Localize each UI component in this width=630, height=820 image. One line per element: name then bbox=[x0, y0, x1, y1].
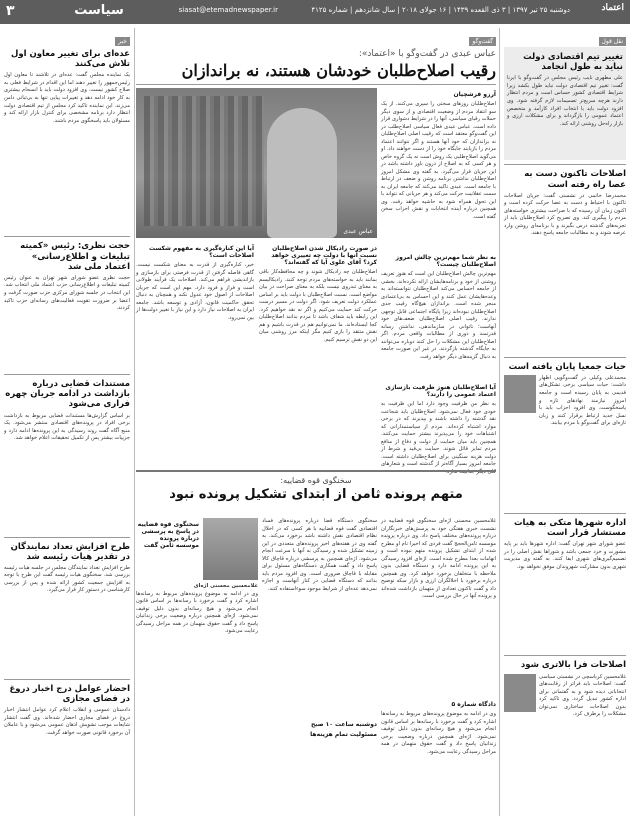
article-headline: مستندات قضایی درباره بازداشت در ادامه جریان چهره فراری می‌شود bbox=[5, 378, 130, 410]
photo-caption: غلامحسین محسنی اژه‌ای bbox=[193, 583, 258, 589]
portrait-photo bbox=[504, 375, 536, 413]
news-item bbox=[4, 241, 130, 370]
lower-article bbox=[136, 474, 496, 514]
issue-date: دوشنبه ۲۵ تیر ۱۳۹۷ | ۳ ذی القعده ۱۴۳۹ | ۱۶ جولای ۲۰۱۸ | سال شانزدهم | شماره ۴۱۲۵ bbox=[311, 6, 570, 14]
column-tag: نقل قول bbox=[599, 37, 626, 46]
person-silhouette bbox=[267, 108, 337, 238]
news-item bbox=[4, 379, 130, 533]
article-body: دادستان عمومی و انقلاب اعلام کرد عوامل انتشار اخبار دروغ در فضای مجازی احضار شده‌اند. وی گفت انتشار شایعات موجب تشویش اذهان عمومی می‌شود و با عاملان آن برخورد قانونی صورت خواهد گرفت. bbox=[4, 707, 130, 736]
article-headline: طرح افزایش تعداد نمایندگان در تقدیر هیات رئیسه شد bbox=[10, 541, 130, 562]
lower-headline: متهم پرونده ثامن از ابتدای تشکیل پرونده نبود bbox=[169, 487, 463, 502]
article-headline: اصلاحات فرا بالاتری شود bbox=[520, 660, 626, 671]
article-body: محمدعلی وکیلی در گفت‌وگویی اظهار داشت: حیات سیاسی برخی تشکل‌های قدیمی به پایان رسیده است و جامعه امروز نیازمند نهادهای تازه و پاسخگوست. وی افزود احزاب باید با نسل جدید ارتباط برقرار کنند و زبان تازه‌ای برای گفت‌وگو با مردم بیابند. bbox=[539, 374, 626, 427]
article-body: غلامحسین محسنی اژه‌ای سخنگوی قوه قضاییه در نشست خبری هفتگی خود به پرسش‌های خبرنگاران درباره پرونده‌های مختلف پاسخ داد. وی درباره پرونده موسسه ثامن‌الحجج گفت فردی که اخیرا نام او مطرح شده از ابتدای تشکیل پرونده متهم نبوده است و اتهامات بعدا مطرح شده است. اژه‌ای افزود رسیدگی به این پرونده ادامه دارد و دستگاه قضایی بدون ملاحظه با متخلفان برخورد خواهد کرد. وی همچنین درباره برخورد با اخلالگران ارزی و بازار سکه توضیح داد و گفت تاکنون تعدادی از متهمان بازداشت شده‌اند و پرونده آنها در حال بررسی است. bbox=[381, 518, 496, 600]
quote-article bbox=[504, 362, 626, 509]
quote-article bbox=[504, 47, 626, 160]
article-column-1 bbox=[381, 88, 496, 475]
byline: آرزو فرشچیان bbox=[453, 91, 496, 98]
article-headline: تغییر تیم اقتصادی دولت نباید به طول انجامد bbox=[523, 52, 623, 73]
section-title: سیاست bbox=[74, 3, 124, 18]
article-column-3 bbox=[136, 242, 254, 468]
news-item bbox=[4, 542, 130, 675]
article-body: اصلاح‌طلبان چه رادیکال شوند و چه محافظه‌کار باقی بمانند باید به خواسته‌های مردم توجه کنند. رادیکالیسم به معنای تندروی نیست بلکه به معنای صراحت در بیان مواضع است. نسبت اصلاح‌طلبان با دولت باید بر اساس عملکرد دولت تعریف شود. اگر دولت در مسیر درست حرکت کند حمایت می‌کنیم و اگر نه نقد خواهیم کرد. این رابطه باید شفاف باشد تا مردم بدانند اصلاح‌طلبان کجا ایستاده‌اند. ما نمی‌توانیم هم در قدرت باشیم و هم نقش منتقد را بازی کنیم مگر اینکه مرز روشنی میان این دو نقش ترسیم کنیم. bbox=[259, 269, 377, 343]
article-body: بر اساس گزارش‌ها مستندات قضایی مربوط به بازداشت برخی افراد در پرونده‌های اقتصادی منتشر می‌شود. یک منبع آگاه گفت روند رسیدگی به این پرونده‌ها ادامه دارد و جزییات بیشتر پس از تکمیل تحقیقات اعلام خواهد شد. bbox=[4, 412, 130, 442]
lower-column-3 bbox=[136, 518, 258, 816]
article-body: یک نماینده مجلس گفت: عده‌ای در تلاشند تا معاون اول رئیس‌جمهور را تغییر دهند اما این اقدام در شرایط فعلی به صلاح کشور نیست. وی افزود دولت باید با انسجام بیشتری به کار خود ادامه دهد و تغییرات پیاپی تنها به بی‌ثباتی دامن می‌زند. این نماینده تاکید کرد مجلس از تیم اقتصادی دولت انتظار دارد برنامه مشخصی برای کنترل بازار ارائه کند و مسئولان باید پاسخگوی مردم باشند. bbox=[4, 72, 130, 124]
article-body: طرح افزایش تعداد نمایندگان مجلس در جلسه هیات رئیسه بررسی شد. سخنگوی هیات رئیسه گفت این طرح با توجه به افزایش جمعیت کشور ارائه شده و پس از بررسی کارشناسی در دستور کار قرار می‌گیرد. bbox=[4, 564, 130, 594]
article-kicker: سخنگوی قوه قضاییه: bbox=[280, 476, 352, 485]
article-body: خیر، کناره‌گیری از قدرت به معنای شکست نیست. گاهی فاصله گرفتن از قدرت فرصتی برای بازسازی و بازاندیشی فراهم می‌کند. اصلاحات یک فرآیند طولانی است و فراز و فرود دارد. مهم این است که جریان اصلاحات از اصول خود عدول نکند و همچنان به دنبال تحقق حاکمیت قانون، آزادی و توسعه باشد. جامعه ایران به اصلاحات نیاز دارد و این نیاز با تغییر دولت‌ها از بین نمی‌رود. bbox=[136, 262, 254, 321]
article-body: وی در ادامه به موضوع پرونده‌های مربوط به رسانه‌ها اشاره کرد و گفت برخورد با رسانه‌ها بر اساس قانون انجام می‌شود و هیچ رسانه‌ای بدون دلیل توقیف نمی‌شود. اژه‌ای همچنین درباره وضعیت برخی زندانیان پاسخ داد و گفت حقوق متهمان در همه مراحل رسیدگی رعایت می‌شود. bbox=[136, 590, 258, 635]
article-headline: اداره شهرها متکی به هیات مستشار قرار است bbox=[514, 517, 626, 539]
article-tag: گفت‌وگو bbox=[469, 37, 496, 46]
article-body: حجت نظری عضو شورای شهر تهران به عنوان رئیس کمیته تبلیغات و اطلاع‌رسانی حزب اعتماد ملی انتخاب شد. این انتخاب در جلسه شورای مرکزی حزب صورت گرفت و اعضا بر ضرورت تقویت فعالیت‌های رسانه‌ای حزب تاکید کردند. bbox=[4, 274, 130, 312]
article-body: مهم‌ترین چالش اصلاح‌طلبان این است که هنوز تعریف روشنی از خود و برنامه‌هایشان ارائه نکرده‌اند. بخشی از جامعه احساس می‌کند اصلاح‌طلبان نتوانسته‌اند به وعده‌هایشان عمل کنند و این احساس به بی‌اعتمادی منجر شده است. براندازان هیچ‌گاه رقیب جدی اصلاح‌طلبان نبوده‌اند زیرا پایگاه اجتماعی قابل توجهی ندارند. رقیب اصلی اصلاح‌طلبان ضعف‌های خود آنهاست؛ ناتوانی در سازماندهی، نداشتن رسانه قدرتمند و دوری از مطالبات واقعی مردم. اگر اصلاح‌طلبان این مشکلات را حل کنند دوباره می‌توانند به جایگاه گذشته بازگردند. در غیر این صورت جامعه به دنبال گزینه‌های دیگر خواهد رفت. bbox=[381, 271, 496, 360]
pull-quote: سخنگوی قوه قضاییه در پاسخ به پرسشی درباره پرونده موسسه ثامن گفت bbox=[137, 521, 199, 549]
page-number: ۳ bbox=[6, 3, 15, 19]
photo-caption: عباس عبدی bbox=[343, 228, 373, 235]
article-headline: احضار عوامل درج اخبار دروغ در فضای مجازی bbox=[9, 683, 130, 705]
article-headline: حجت نظری: رئیس «کمیته تبلیغات و اطلاع‌رسانی» اعتماد ملی شد bbox=[20, 241, 130, 272]
interview-photo bbox=[136, 88, 377, 238]
right-column bbox=[504, 28, 626, 816]
lower-column-1 bbox=[381, 518, 496, 816]
article-body: وی در ادامه به موضوع پرونده‌های مربوط به رسانه‌ها اشاره کرد و گفت برخورد با رسانه‌ها بر اساس قانون انجام می‌شود و هیچ رسانه‌ای بدون دلیل توقیف نمی‌شود. اژه‌ای همچنین درباره وضعیت برخی زندانیان پاسخ داد و گفت حقوق متهمان در همه مراحل رسیدگی رعایت می‌شود. bbox=[381, 711, 496, 755]
pull-quote: در صورت رادیکال شدن اصلاح‌طلبان نسبت آنها با دولت چه تغییری خواهد کرد؟ آقای علوی آیا که گفته‌اند؟ bbox=[271, 245, 377, 266]
subhead: مسئولیت تمام هزینه‌ها bbox=[310, 731, 377, 738]
article-body: عضو شورای شهر تهران گفت: اداره شهرها باید بر پایه مشورت و خرد جمعی باشد و شوراها نقش اصلی را در تصمیم‌گیری‌های شهری ایفا کنند. به گفته وی مدیریت شهری بدون مشارکت شهروندان موفق نخواهد بود. bbox=[504, 541, 626, 570]
main-headline: رقیب اصلاح‌طلبان خودشان هستند، نه براندازان bbox=[181, 61, 496, 80]
pull-quote: آیا این کناره‌گیری به مفهوم شکست اصلاحات است؟ bbox=[149, 245, 254, 259]
interview-question: آیا اصلاح‌طلبان هنوز ظرفیت بازسازی اعتماد عمومی را دارند؟ bbox=[385, 384, 496, 398]
subhead: دادگاه شماره ۵ bbox=[451, 701, 496, 708]
portrait-photo bbox=[504, 674, 536, 712]
article-body: به نظر من ظرفیت وجود دارد اما این ظرفیت به خودی خود فعال نمی‌شود. اصلاح‌طلبان باید شجاعت نقد گذشته را داشته باشند و بپذیرند که در برخی موارد اشتباه کرده‌اند. مردم از سیاستمدارانی که اشتباهات خود را می‌پذیرند بیشتر حمایت می‌کنند. همچنین باید میان حمایت از دولت و دفاع از منافع مردم تمایز قائل شوند. حمایت بی‌قید و شرط از دولت هزینه سنگینی برای اصلاح‌طلبان داشته است. جامعه امروز بسیار آگاه‌تر از گذشته است و شعارهای کلی دیگر جذابیت ندارد. bbox=[381, 401, 496, 475]
newspaper-logo: اعتماد bbox=[601, 3, 624, 13]
article-body: غلامحسین کرباسچی در نشستی سیاسی گفت: اصلاحات باید فراتر از رقابت‌های انتخاباتی دیده شود و به گفتمانی برای اداره کشور تبدیل گردد. وی تاکید کرد بدون اصلاحات ساختاری نمی‌توان مشکلات را برطرف کرد. bbox=[539, 673, 626, 718]
subhead: دوشنبه ساعت ۱۰ صبح bbox=[310, 721, 377, 728]
lower-column-2 bbox=[262, 518, 377, 816]
article-headline: عده‌ای برای تغییر معاون اول تلاش می‌کنند bbox=[10, 49, 130, 70]
article-body: علی مطهری نایب رئیس مجلس در گفت‌وگو با ایرنا گفت: تغییر تیم اقتصادی دولت نباید طول بکشد زیرا شرایط اقتصادی کشور حساس است و مردم انتظار دارند هرچه سریع‌تر تصمیمات لازم گرفته شود. وی افزود دولت باید با انتخاب افراد کارآمد و متخصص اعتماد عمومی را بازگرداند و برای مشکلات ارزی و بازار راه‌حل روشنی ارائه کند. bbox=[507, 75, 623, 127]
interview-question: به نظر شما مهم‌ترین چالش امروز اصلاح‌طلبان چیست؟ bbox=[395, 254, 496, 268]
article-body: اصلاح‌طلبان روزهای سختی را سپری می‌کنند. از یک سو انتقاد مردم از وضعیت اقتصادی و از سوی دیگر حملات رقبای سیاسی، آنها را در شرایط دشواری قرار داده است. عباس عبدی فعال سیاسی اصلاح‌طلب در این گفت‌وگو معتقد است که رقیب اصلی اصلاح‌طلبان نه براندازان که خود آنها هستند و اگر نتوانند اعتماد مردم را بازیابند جایگاه خود را از دست خواهند داد. او می‌گوید اصلاح‌طلبی یک روش است نه یک گروه خاص و هر کسی که به اصلاح از درون باور داشته باشد در این جریان قرار می‌گیرد. به گفته وی مشکل امروز اصلاح‌طلبان نداشتن برنامه روشن و ضعف در ارتباط با جامعه است. عبدی تاکید می‌کند که جامعه ایران به سمت عقلانیت حرکت می‌کند و هر جریانی که نتواند با این تحول همراه شود به حاشیه خواهد رفت. وی همچنین درباره آینده انتخابات و نقش احزاب سخن گفته است. bbox=[381, 101, 496, 220]
section-email[interactable]: siasat@etemadnewspaper.ir bbox=[178, 6, 278, 14]
left-column bbox=[4, 28, 130, 816]
quote-article bbox=[504, 518, 626, 651]
column-tag: خبر bbox=[115, 37, 130, 46]
article-headline: اصلاحات تاکنون دست به عصا راه رفته است bbox=[524, 169, 626, 190]
page-header bbox=[0, 0, 630, 24]
article-body: سخنگوی دستگاه قضا درباره پرونده‌های فساد اقتصادی گفت قوه قضاییه با هر کسی که در اخلال نظام اقتصادی نقش داشته باشد برخورد می‌کند. به گفته وی در هفته‌های اخیر پرونده‌های متعددی در این زمینه تشکیل شده و رسیدگی به آنها با سرعت انجام می‌شود. اژه‌ای همچنین به پرسشی درباره قاچاق کالا پاسخ داد و گفت همکاری دستگاه‌های مسئول برای مقابله با قاچاق ضروری است. وی افزود مردم باید بدانند که دستگاه قضایی در کنار آنهاست و اجازه نمی‌دهد عده‌ای از شرایط موجود سوءاستفاده کنند. bbox=[262, 518, 377, 592]
article-headline: حیات جمعیا پایان یافته است bbox=[508, 361, 626, 372]
article-body: محمدرضا خاتمی در نشستی گفت: جریان اصلاحات تاکنون با احتیاط و دست به عصا حرکت کرده است و اکنون زمان آن رسیده که با صراحت بیشتری خواسته‌های مردم را پیگیری کند. وی تصریح کرد اصلاح‌طلبان باید از تجربه‌های گذشته درس بگیرند و با برنامه‌ای روشن وارد عرصه شوند و به مطالبات جامعه پاسخ دهند. bbox=[504, 192, 626, 237]
spokesman-photo bbox=[203, 518, 258, 580]
news-item bbox=[4, 684, 130, 807]
quote-article bbox=[504, 169, 626, 352]
bookshelf-graphic bbox=[144, 96, 264, 226]
quote-article bbox=[504, 660, 626, 763]
article-kicker: عباس عبدی در گفت‌وگو با «اعتماد»: bbox=[358, 49, 496, 59]
article-column-2 bbox=[259, 242, 377, 468]
news-item bbox=[4, 49, 130, 232]
